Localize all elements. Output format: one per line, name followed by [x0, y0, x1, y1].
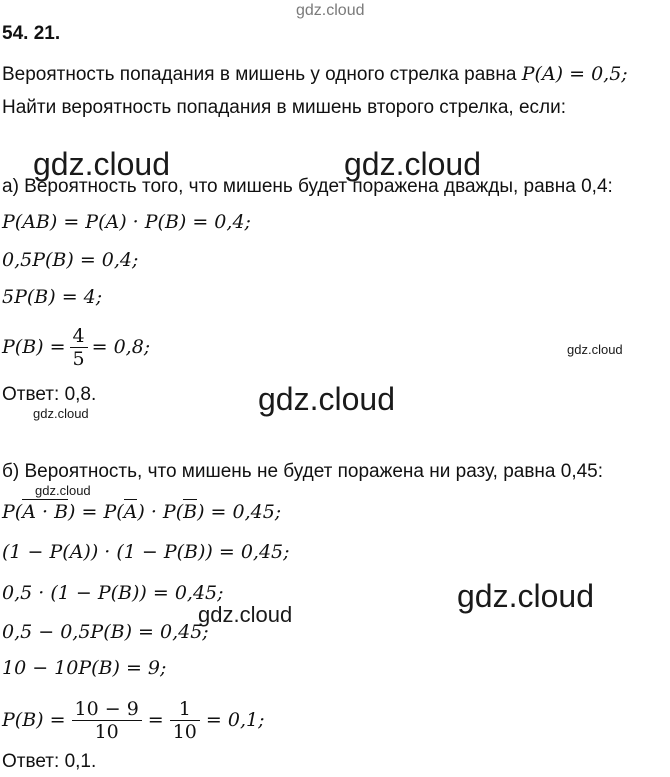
part-b-eq1-end: ) = 0,45;	[197, 501, 282, 523]
watermark-4: gdz.cloud	[258, 381, 395, 417]
part-b-fraction-2	[170, 698, 200, 743]
part-a-condition: а) Вероятность того, что мишень будет поражена дважды, равна 0,4:	[2, 176, 613, 197]
part-b-fraction-2-num: 1	[170, 698, 200, 721]
part-b-eq6	[2, 694, 264, 746]
part-a-fraction	[70, 325, 88, 370]
intro-line-2: Найти вероятность попадания в мишень второго стрелка, если:	[2, 97, 566, 118]
part-b-eq3: 0,5 · (1 − P(B)) = 0,45;	[2, 582, 224, 604]
part-b-eq4: 0,5 − 0,5P(B) = 0,45;	[2, 621, 209, 643]
watermark-1: gdz.cloud	[33, 146, 170, 182]
part-a-eq2: 0,5P(B) = 0,4;	[2, 249, 139, 271]
intro-line-1-math: P(A) = 0,5;	[521, 63, 628, 85]
part-b-fraction-1-num: 10 − 9	[72, 698, 142, 721]
part-a-eq1: P(AB) = P(A) · P(B) = 0,4;	[2, 211, 251, 233]
part-a-eq4-right: = 0,8;	[91, 336, 151, 358]
part-b-fraction-1-den: 10	[94, 720, 119, 743]
part-b-eq6-left: P(B) =	[2, 709, 66, 731]
part-b-answer	[2, 750, 96, 774]
part-b-eq6-eq: =	[147, 709, 164, 731]
part-a-answer-value: 0,8.	[64, 384, 97, 405]
part-b-eq1-mid2: ) · P(	[137, 501, 184, 523]
part-b-answer-value: 0,1.	[64, 751, 97, 772]
part-a-eq4-left: P(B) =	[2, 336, 66, 358]
part-b-eq1-p: P(	[2, 501, 23, 523]
watermark-7: gdz.cloud	[457, 578, 594, 614]
part-b-fraction-1	[72, 698, 142, 743]
part-b-eq5: 10 − 10P(B) = 9;	[2, 657, 167, 679]
part-a-eq4	[2, 322, 150, 372]
part-b-eq1-a: A	[22, 501, 36, 523]
part-b-eq6-right: = 0,1;	[205, 709, 265, 731]
part-b-eq1-overline	[22, 499, 68, 523]
watermark-2: gdz.cloud	[344, 146, 481, 182]
part-b-fraction-2-den: 10	[172, 720, 197, 743]
part-a-answer	[2, 383, 96, 407]
part-b-eq1-mid: ) = P(	[68, 501, 124, 523]
part-a-fraction-den: 5	[72, 347, 85, 370]
watermark-8: gdz.cloud	[198, 602, 293, 627]
watermark-6: gdz.cloud	[35, 483, 91, 498]
part-b-condition: б) Вероятность, что мишень не будет поражена ни разу, равна 0,45:	[2, 461, 604, 482]
part-b-eq1	[2, 500, 281, 524]
watermark-3: gdz.cloud	[567, 342, 623, 357]
part-b-eq1-dot: ·	[35, 501, 55, 523]
intro-line-1-text: Вероятность попадания в мишень у одного стрелка равна	[2, 64, 522, 85]
part-b-answer-label: Ответ:	[2, 751, 60, 772]
watermark-top: gdz.cloud	[296, 2, 365, 19]
part-a-eq3: 5P(B) = 4;	[2, 286, 103, 308]
part-b-eq1-b2: B	[183, 501, 198, 523]
intro-line-1	[2, 62, 628, 87]
part-a-fraction-num: 4	[70, 325, 88, 348]
part-b-eq1-b: B	[54, 501, 69, 523]
problem-number: 54. 21.	[2, 23, 61, 44]
part-b-eq2: (1 − P(A)) · (1 − P(B)) = 0,45;	[2, 541, 290, 563]
part-b-eq1-a2: A	[123, 501, 138, 523]
part-a-answer-label: Ответ:	[2, 384, 60, 405]
watermark-5: gdz.cloud	[33, 406, 89, 421]
